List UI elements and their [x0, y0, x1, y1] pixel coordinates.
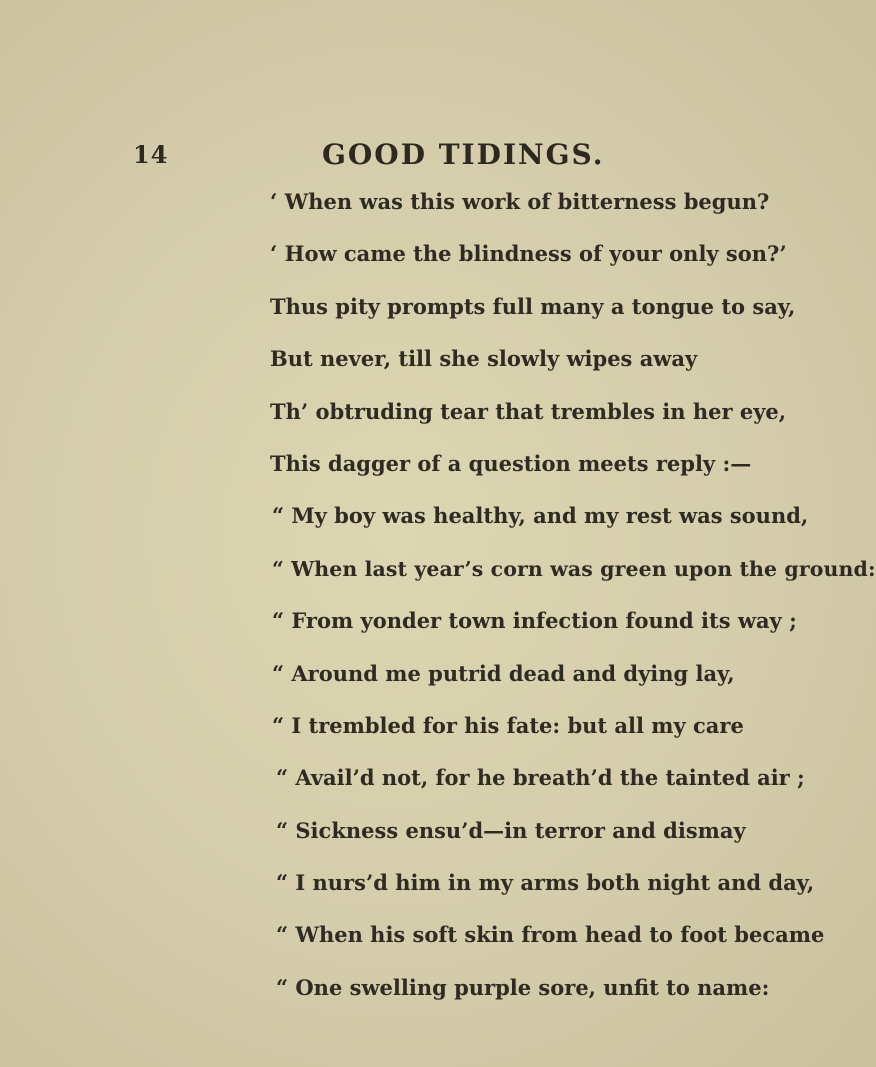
- verse-line: ‘ When was this work of bitterness begun?: [270, 189, 770, 214]
- running-head: GOOD TIDINGS.: [322, 138, 605, 171]
- verse-line: “ I nurs’d him in my arms both night and day,: [276, 870, 815, 896]
- verse-line: “ From yonder town infection found its way ;: [272, 608, 797, 634]
- verse-block: [270, 184, 876, 1022]
- verse-line: “ One swelling purple sore, unfit to name:: [276, 974, 770, 1000]
- verse-line: Th’ obtruding tear that trembles in her eye,: [270, 398, 787, 424]
- page-number: 14: [133, 140, 169, 169]
- verse-line: “ When his soft skin from head to foot became: [276, 922, 825, 948]
- verse-line: But never, till she slowly wipes away: [270, 346, 698, 372]
- verse-line: ‘ How came the blindness of your only son?’: [270, 241, 787, 267]
- verse-line: “ Sickness ensu’d—in terror and dismay: [276, 817, 746, 843]
- verse-line: This dagger of a question meets reply :—: [270, 450, 752, 476]
- verse-line: “ Avail’d not, for he breath’d the tainted air ;: [276, 765, 805, 791]
- verse-line: Thus pity prompts full many a tongue to say,: [270, 293, 796, 319]
- verse-line: “ My boy was healthy, and my rest was sound,: [272, 503, 809, 529]
- verse-line: “ Around me putrid dead and dying lay,: [272, 660, 735, 686]
- verse-line: “ I trembled for his fate: but all my care: [272, 712, 744, 738]
- verse-line: “ When last year’s corn was green upon the ground:: [272, 556, 876, 581]
